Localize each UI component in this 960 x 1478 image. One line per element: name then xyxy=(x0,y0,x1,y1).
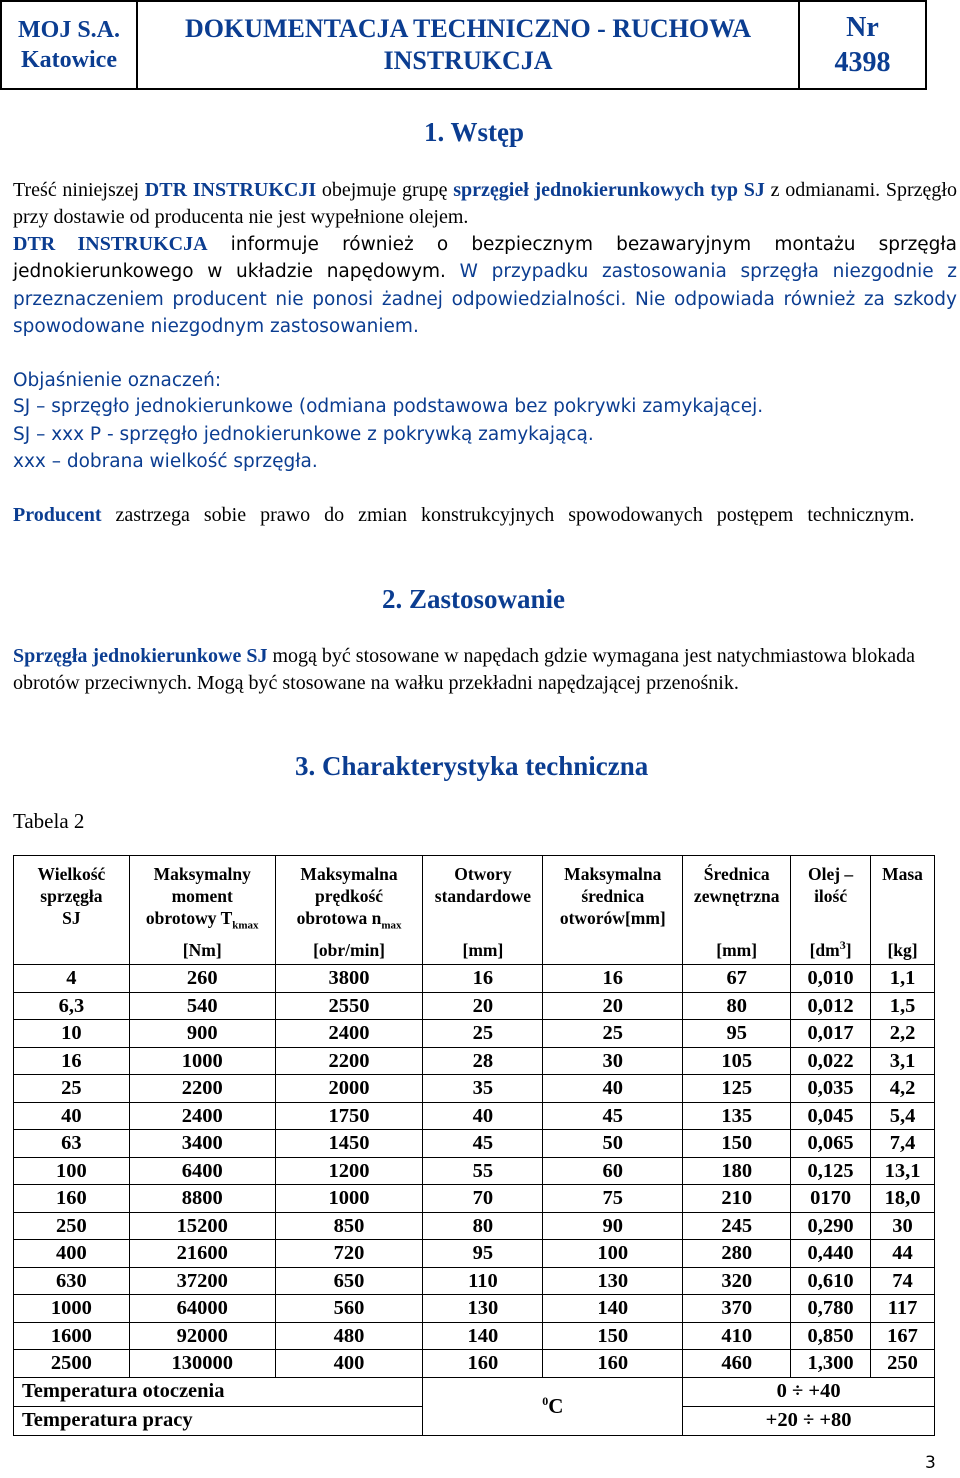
table-cell: 0,045 xyxy=(791,1102,871,1130)
header-line: zewnętrzna xyxy=(693,885,780,906)
table-cell: 3800 xyxy=(275,965,423,993)
table-cell: 30 xyxy=(543,1047,683,1075)
table-cell: 2400 xyxy=(275,1020,423,1048)
table-cell: 60 xyxy=(543,1157,683,1185)
table-cell: 0,440 xyxy=(791,1240,871,1268)
header-line: Wielkość xyxy=(37,864,106,884)
header-line: Średnica xyxy=(703,864,770,884)
text-run: mogą być stosowane w napędach gdzie wymagana jest natychmiastowa blokada obrotów przeciwnych. Mogą być stosowane na wałku przekładni napędzającej przenośnik. xyxy=(13,645,916,695)
table-cell: 0170 xyxy=(791,1185,871,1213)
table-cell: 720 xyxy=(275,1240,423,1268)
text-run-bold: Producent xyxy=(13,504,102,526)
table-cell: 210 xyxy=(683,1185,791,1213)
table-cell: 2400 xyxy=(129,1102,275,1130)
header-line-text: otworów[mm] xyxy=(559,907,666,928)
doc-title-cell xyxy=(138,2,800,88)
table-cell: 8800 xyxy=(129,1185,275,1213)
header-unit xyxy=(791,938,870,962)
text-run-bold: DTR INSTRUKCJA xyxy=(13,233,208,255)
table-cell: 16 xyxy=(423,965,543,993)
column-header xyxy=(14,856,130,965)
temp-ambient-label: Temperatura otoczenia xyxy=(14,1377,423,1406)
text-run: informuje również o bezpiecznym bezawaryjnym montażu sprzęgła jednokierunkowego w układzie napędowym. xyxy=(13,234,957,283)
table-cell: 50 xyxy=(543,1130,683,1158)
table-cell: 130000 xyxy=(129,1350,275,1378)
text-run: zastrzega sobie prawo do zmian konstrukcyjnych spowodowanych postępem technicznym. xyxy=(101,504,915,526)
table-cell: 245 xyxy=(683,1212,791,1240)
temp-ambient-row xyxy=(14,1377,935,1406)
doc-number-value: 4398 xyxy=(834,47,891,78)
table-row xyxy=(14,1075,935,1103)
table-cell: 95 xyxy=(423,1240,543,1268)
header-unit-end: ] xyxy=(845,940,852,961)
table-cell: 140 xyxy=(423,1322,543,1350)
doc-number-cell xyxy=(800,2,925,88)
table-cell: 130 xyxy=(543,1267,683,1295)
header-unit xyxy=(130,940,275,962)
table-cell: 0,065 xyxy=(791,1130,871,1158)
legend-title: Objaśnienie oznaczeń: xyxy=(13,370,222,391)
column-header xyxy=(423,856,543,965)
temp-unit xyxy=(423,1377,683,1435)
column-header xyxy=(543,856,683,965)
header-line: Olej – xyxy=(807,864,854,884)
table-cell: 1450 xyxy=(275,1130,423,1158)
table-cell: 160 xyxy=(423,1350,543,1378)
table-cell: 250 xyxy=(14,1212,130,1240)
table-cell: 92000 xyxy=(129,1322,275,1350)
table-cell: 280 xyxy=(683,1240,791,1268)
table-row xyxy=(14,1130,935,1158)
table-cell: 25 xyxy=(14,1075,130,1103)
doc-number-label: Nr xyxy=(846,12,879,43)
section-2-heading: 2. Zastosowanie xyxy=(382,584,566,614)
table-cell: 3,1 xyxy=(871,1047,935,1075)
temp-work-value: +20 ÷ +80 xyxy=(683,1406,935,1435)
header-unit xyxy=(276,940,423,962)
company-name: MOJ S.A. xyxy=(18,17,120,43)
table-row xyxy=(14,1047,935,1075)
table-cell: 320 xyxy=(683,1267,791,1295)
table-label: Tabela 2 xyxy=(13,809,85,833)
table-cell: 75 xyxy=(543,1185,683,1213)
header-line xyxy=(14,908,129,930)
legend-item-3: xxx – dobrana wielkość sprzęgła. xyxy=(13,451,318,472)
table-cell: 135 xyxy=(683,1102,791,1130)
table-cell: 20 xyxy=(423,992,543,1020)
table-header-row xyxy=(14,856,935,965)
table-cell: 250 xyxy=(871,1350,935,1378)
table-cell: 400 xyxy=(14,1240,130,1268)
legend-item-1: SJ – sprzęgło jednokierunkowe (odmiana podstawowa bez pokrywki zamykającej. xyxy=(13,396,764,417)
header-unit xyxy=(871,940,934,962)
table-cell: 2000 xyxy=(275,1075,423,1103)
header-unit-text: [Nm] xyxy=(182,940,222,961)
table-cell: 460 xyxy=(683,1350,791,1378)
table-cell: 1200 xyxy=(275,1157,423,1185)
table-cell: 900 xyxy=(129,1020,275,1048)
table-row xyxy=(14,1240,935,1268)
table-cell: 125 xyxy=(683,1075,791,1103)
table-cell: 630 xyxy=(14,1267,130,1295)
header-subscript: kmax xyxy=(232,919,259,932)
manufacturer-paragraph xyxy=(13,502,957,529)
table-cell: 30 xyxy=(871,1212,935,1240)
header-unit-text: [mm] xyxy=(716,940,758,961)
table-row xyxy=(14,992,935,1020)
header-line-text: obrotowa n xyxy=(296,907,382,928)
table-row xyxy=(14,1185,935,1213)
page-number: 3 xyxy=(925,1453,936,1473)
header-line xyxy=(543,908,682,930)
header-line: Maksymalna xyxy=(564,864,662,884)
header-unit-text: [kg] xyxy=(887,940,918,961)
table-cell: 105 xyxy=(683,1047,791,1075)
table-cell: 55 xyxy=(423,1157,543,1185)
header-line: Masa xyxy=(882,864,923,884)
table-cell: 560 xyxy=(275,1295,423,1323)
column-header xyxy=(683,856,791,965)
table-cell: 1750 xyxy=(275,1102,423,1130)
text-run: z odmianami. Sprzęgło przy dostawie od producenta nie jest wypełnione olejem. xyxy=(13,179,957,229)
table-cell: 117 xyxy=(871,1295,935,1323)
text-run: Treść niniejszej xyxy=(13,179,145,201)
table-cell: 100 xyxy=(543,1240,683,1268)
table-cell: 850 xyxy=(275,1212,423,1240)
doc-title-line2: INSTRUKCJA xyxy=(383,46,553,75)
table-cell: 160 xyxy=(543,1350,683,1378)
table-cell: 400 xyxy=(275,1350,423,1378)
table-cell: 0,610 xyxy=(791,1267,871,1295)
table-cell: 25 xyxy=(423,1020,543,1048)
table-cell: 2500 xyxy=(14,1350,130,1378)
table-cell: 0,010 xyxy=(791,965,871,993)
table-cell: 140 xyxy=(543,1295,683,1323)
table-cell: 6,3 xyxy=(14,992,130,1020)
table-row xyxy=(14,1267,935,1295)
table-cell: 7,4 xyxy=(871,1130,935,1158)
table-row xyxy=(14,1102,935,1130)
text-run-bold: sprzęgieł jednokierunkowych typ SJ xyxy=(453,179,765,201)
table-row xyxy=(14,1295,935,1323)
text-run: W przypadku zastosowania sprzęgła niezgodnie z przeznaczeniem producent nie ponosi żadnej odpowiedzialności. Nie odpowiada również za szkody spowodowane niezgodnym zastosowaniem. xyxy=(13,261,958,338)
table-cell: 130 xyxy=(423,1295,543,1323)
table-row xyxy=(14,1350,935,1378)
header-line: ilość xyxy=(814,885,848,906)
header-unit-text: [obr/min] xyxy=(313,940,386,961)
table-cell: 74 xyxy=(871,1267,935,1295)
table-cell: 5,4 xyxy=(871,1102,935,1130)
table-cell: 0,012 xyxy=(791,992,871,1020)
section-3-heading: 3. Charakterystyka techniczna xyxy=(295,751,649,781)
table-cell: 44 xyxy=(871,1240,935,1268)
table-cell: 15200 xyxy=(129,1212,275,1240)
table-row xyxy=(14,965,935,993)
table-cell: 70 xyxy=(423,1185,543,1213)
table-cell: 4 xyxy=(14,965,130,993)
header-subscript: max xyxy=(381,919,402,932)
table-cell: 160 xyxy=(14,1185,130,1213)
table-cell: 1000 xyxy=(14,1295,130,1323)
table-cell: 167 xyxy=(871,1322,935,1350)
table-cell: 16 xyxy=(543,965,683,993)
header-line: standardowe xyxy=(434,885,532,906)
section-1-heading: 1. Wstęp xyxy=(424,117,525,147)
table-cell: 110 xyxy=(423,1267,543,1295)
company-cell xyxy=(2,2,138,88)
table-cell: 410 xyxy=(683,1322,791,1350)
table-cell: 370 xyxy=(683,1295,791,1323)
table-cell: 18,0 xyxy=(871,1185,935,1213)
header-unit xyxy=(423,940,542,962)
table-cell: 540 xyxy=(129,992,275,1020)
header-line xyxy=(276,908,423,933)
header-line: moment xyxy=(171,885,233,906)
table-cell: 25 xyxy=(543,1020,683,1048)
table-cell: 28 xyxy=(423,1047,543,1075)
header-line: Maksymalna xyxy=(300,864,398,884)
column-header xyxy=(871,856,935,965)
table-cell: 0,850 xyxy=(791,1322,871,1350)
column-header xyxy=(129,856,275,965)
header-line: Otwory xyxy=(454,864,512,884)
table-cell: 1,300 xyxy=(791,1350,871,1378)
table-cell: 1000 xyxy=(129,1047,275,1075)
header-line xyxy=(130,908,275,933)
table-cell: 100 xyxy=(14,1157,130,1185)
text-run: obejmuje grupę xyxy=(316,179,454,201)
table-cell: 40 xyxy=(543,1075,683,1103)
table-cell: 10 xyxy=(14,1020,130,1048)
table-cell: 40 xyxy=(423,1102,543,1130)
table-cell: 0,017 xyxy=(791,1020,871,1048)
table-cell: 6400 xyxy=(129,1157,275,1185)
header-line: sprzęgła xyxy=(40,885,103,906)
table-cell: 180 xyxy=(683,1157,791,1185)
header-line: Maksymalny xyxy=(153,864,251,884)
header-line-text: SJ xyxy=(62,907,81,928)
table-cell: 260 xyxy=(129,965,275,993)
temp-work-label: Temperatura pracy xyxy=(14,1406,423,1435)
header-unit-text: [mm] xyxy=(462,940,504,961)
table-cell: 0,035 xyxy=(791,1075,871,1103)
header-line: prędkość xyxy=(315,885,384,906)
table-cell: 20 xyxy=(543,992,683,1020)
legend-item-2: SJ – xxx P - sprzęgło jednokierunkowe z pokrywką zamykającą. xyxy=(13,424,594,445)
table-row xyxy=(14,1020,935,1048)
table-cell: 95 xyxy=(683,1020,791,1048)
table-cell: 16 xyxy=(14,1047,130,1075)
table-cell: 64000 xyxy=(129,1295,275,1323)
temp-ambient-value: 0 ÷ +40 xyxy=(683,1377,935,1406)
table-cell: 1600 xyxy=(14,1322,130,1350)
column-header xyxy=(791,856,871,965)
table-cell: 35 xyxy=(423,1075,543,1103)
table-cell: 45 xyxy=(423,1130,543,1158)
table-cell: 63 xyxy=(14,1130,130,1158)
header-superscript: 3 xyxy=(839,938,846,953)
temp-unit-sup: 0 xyxy=(542,1393,549,1408)
company-city: Katowice xyxy=(21,47,117,73)
table-cell: 37200 xyxy=(129,1267,275,1295)
column-header xyxy=(275,856,423,965)
application-paragraph xyxy=(13,643,957,698)
header-unit-text: [dm xyxy=(809,940,840,961)
table-cell: 2,2 xyxy=(871,1020,935,1048)
safety-paragraph xyxy=(13,231,957,341)
specs-table xyxy=(13,855,935,1436)
header-unit xyxy=(683,940,790,962)
table-cell: 3400 xyxy=(129,1130,275,1158)
text-run-bold: DTR INSTRUKCJI xyxy=(144,179,317,201)
table-cell: 40 xyxy=(14,1102,130,1130)
doc-title-line1: DOKUMENTACJA TECHNICZNO - RUCHOWA xyxy=(184,13,752,43)
table-cell: 1,1 xyxy=(871,965,935,993)
header-line: średnica xyxy=(581,885,645,906)
document-header xyxy=(0,0,927,90)
table-row xyxy=(14,1157,935,1185)
intro-paragraph xyxy=(13,177,957,232)
table-cell: 0,022 xyxy=(791,1047,871,1075)
table-cell: 80 xyxy=(423,1212,543,1240)
table-cell: 80 xyxy=(683,992,791,1020)
temp-unit-text: C xyxy=(548,1393,564,1418)
table-cell: 67 xyxy=(683,965,791,993)
table-cell: 90 xyxy=(543,1212,683,1240)
table-cell: 650 xyxy=(275,1267,423,1295)
table-cell: 150 xyxy=(683,1130,791,1158)
table-cell: 2550 xyxy=(275,992,423,1020)
table-body xyxy=(14,965,935,1378)
table-cell: 0,780 xyxy=(791,1295,871,1323)
table-cell: 45 xyxy=(543,1102,683,1130)
table-cell: 13,1 xyxy=(871,1157,935,1185)
table-cell: 21600 xyxy=(129,1240,275,1268)
table-cell: 0,125 xyxy=(791,1157,871,1185)
table-cell: 2200 xyxy=(275,1047,423,1075)
table-cell: 480 xyxy=(275,1322,423,1350)
table-cell: 4,2 xyxy=(871,1075,935,1103)
table-cell: 150 xyxy=(543,1322,683,1350)
table-cell: 2200 xyxy=(129,1075,275,1103)
table-cell: 1000 xyxy=(275,1185,423,1213)
header-line-text: obrotowy T xyxy=(145,907,233,928)
table-row xyxy=(14,1212,935,1240)
text-run-bold: Sprzęgła jednokierunkowe SJ xyxy=(13,645,268,667)
table-row xyxy=(14,1322,935,1350)
table-cell: 1,5 xyxy=(871,992,935,1020)
table-cell: 0,290 xyxy=(791,1212,871,1240)
